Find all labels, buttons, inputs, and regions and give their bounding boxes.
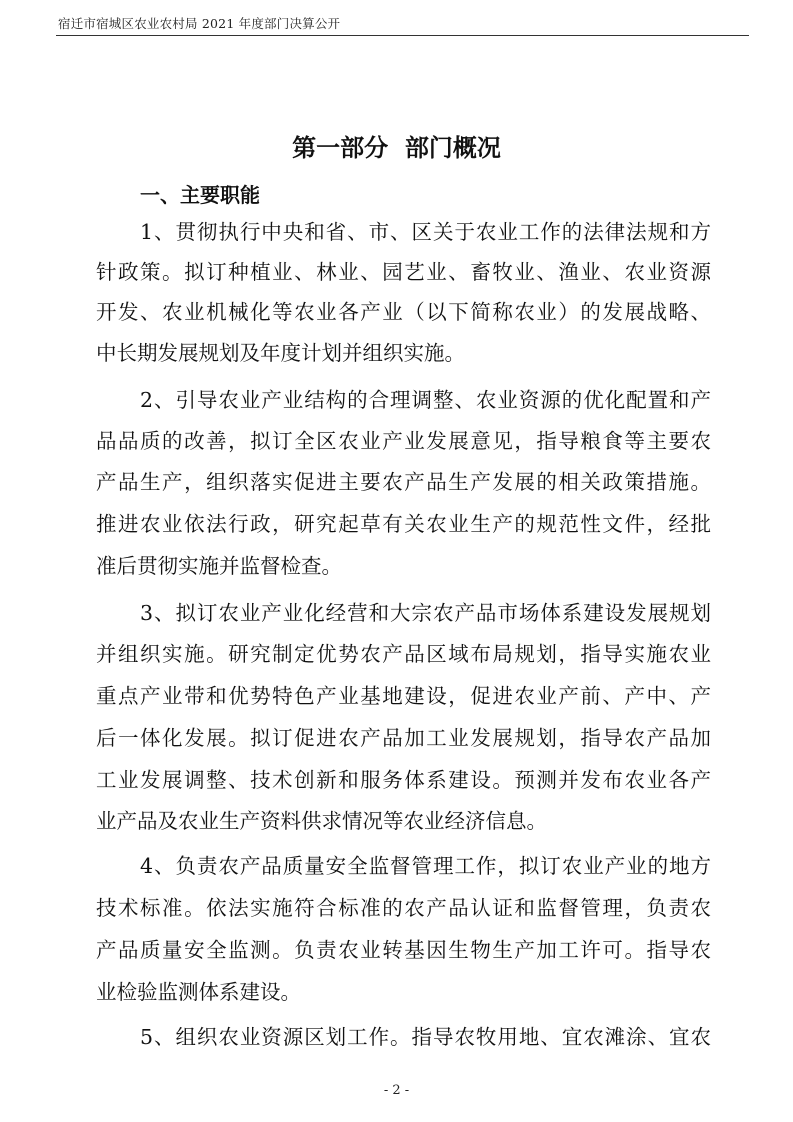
paragraph-line: 推进农业依法行政，研究起草有关农业生产的规范性文件，经批 <box>96 512 711 536</box>
header-rule <box>56 35 749 36</box>
paragraph-line: 后一体化发展。拟订促进农产品加工业发展规划，指导农产品加 <box>96 726 711 750</box>
paragraph-line: 5、组织农业资源区划工作。指导农牧用地、宜农滩涂、宜农 <box>140 1025 711 1049</box>
paragraph-line: 品品质的改善，拟订全区农业产业发展意见，指导粮食等主要农 <box>96 429 711 453</box>
paragraph-line: 1、贯彻执行中央和省、市、区关于农业工作的法律法规和方 <box>140 220 711 244</box>
paragraph-line: 并组织实施。研究制定优势农产品区域布局规划，指导实施农业 <box>96 642 711 666</box>
paragraph-line: 中长期发展规划及年度计划并组织实施。 <box>96 341 465 365</box>
running-header: 宿迁市宿城区农业农村局 2021 年度部门决算公开 <box>58 16 341 31</box>
paragraph-line: 产品生产，组织落实促进主要农产品生产发展的相关政策措施。 <box>96 470 711 494</box>
paragraph-line: 重点产业带和优势特色产业基地建设，促进农业产前、产中、产 <box>96 684 711 708</box>
paragraph-line: 3、拟订农业产业化经营和大宗农产品市场体系建设发展规划 <box>140 601 711 625</box>
paragraph-line: 准后贯彻实施并监督检查。 <box>96 554 342 578</box>
paragraph-line: 业检验监测体系建设。 <box>96 980 301 1004</box>
paragraph-line: 产品质量安全监测。负责农业转基因生物生产加工许可。指导农 <box>96 938 711 962</box>
paragraph-line: 工业发展调整、技术创新和服务体系建设。预测并发布农业各产 <box>96 768 711 792</box>
paragraph-line: 2、引导农业产业结构的合理调整、农业资源的优化配置和产 <box>140 388 711 412</box>
page-title: 第一部分 部门概况 <box>292 134 501 162</box>
paragraph-line: 业产品及农业生产资料供求情况等农业经济信息。 <box>96 809 547 833</box>
paragraph-line: 针政策。拟订种植业、林业、园艺业、畜牧业、渔业、农业资源 <box>96 260 711 284</box>
paragraph-line: 开发、农业机械化等农业各产业（以下简称农业）的发展战略、 <box>96 300 711 324</box>
paragraph-line: 技术标准。依法实施符合标准的农产品认证和监督管理，负责农 <box>96 896 711 920</box>
section-heading: 一、主要职能 <box>140 183 260 207</box>
page-number: - 2 - <box>383 1083 410 1098</box>
paragraph-line: 4、负责农产品质量安全监督管理工作，拟订农业产业的地方 <box>140 854 711 878</box>
